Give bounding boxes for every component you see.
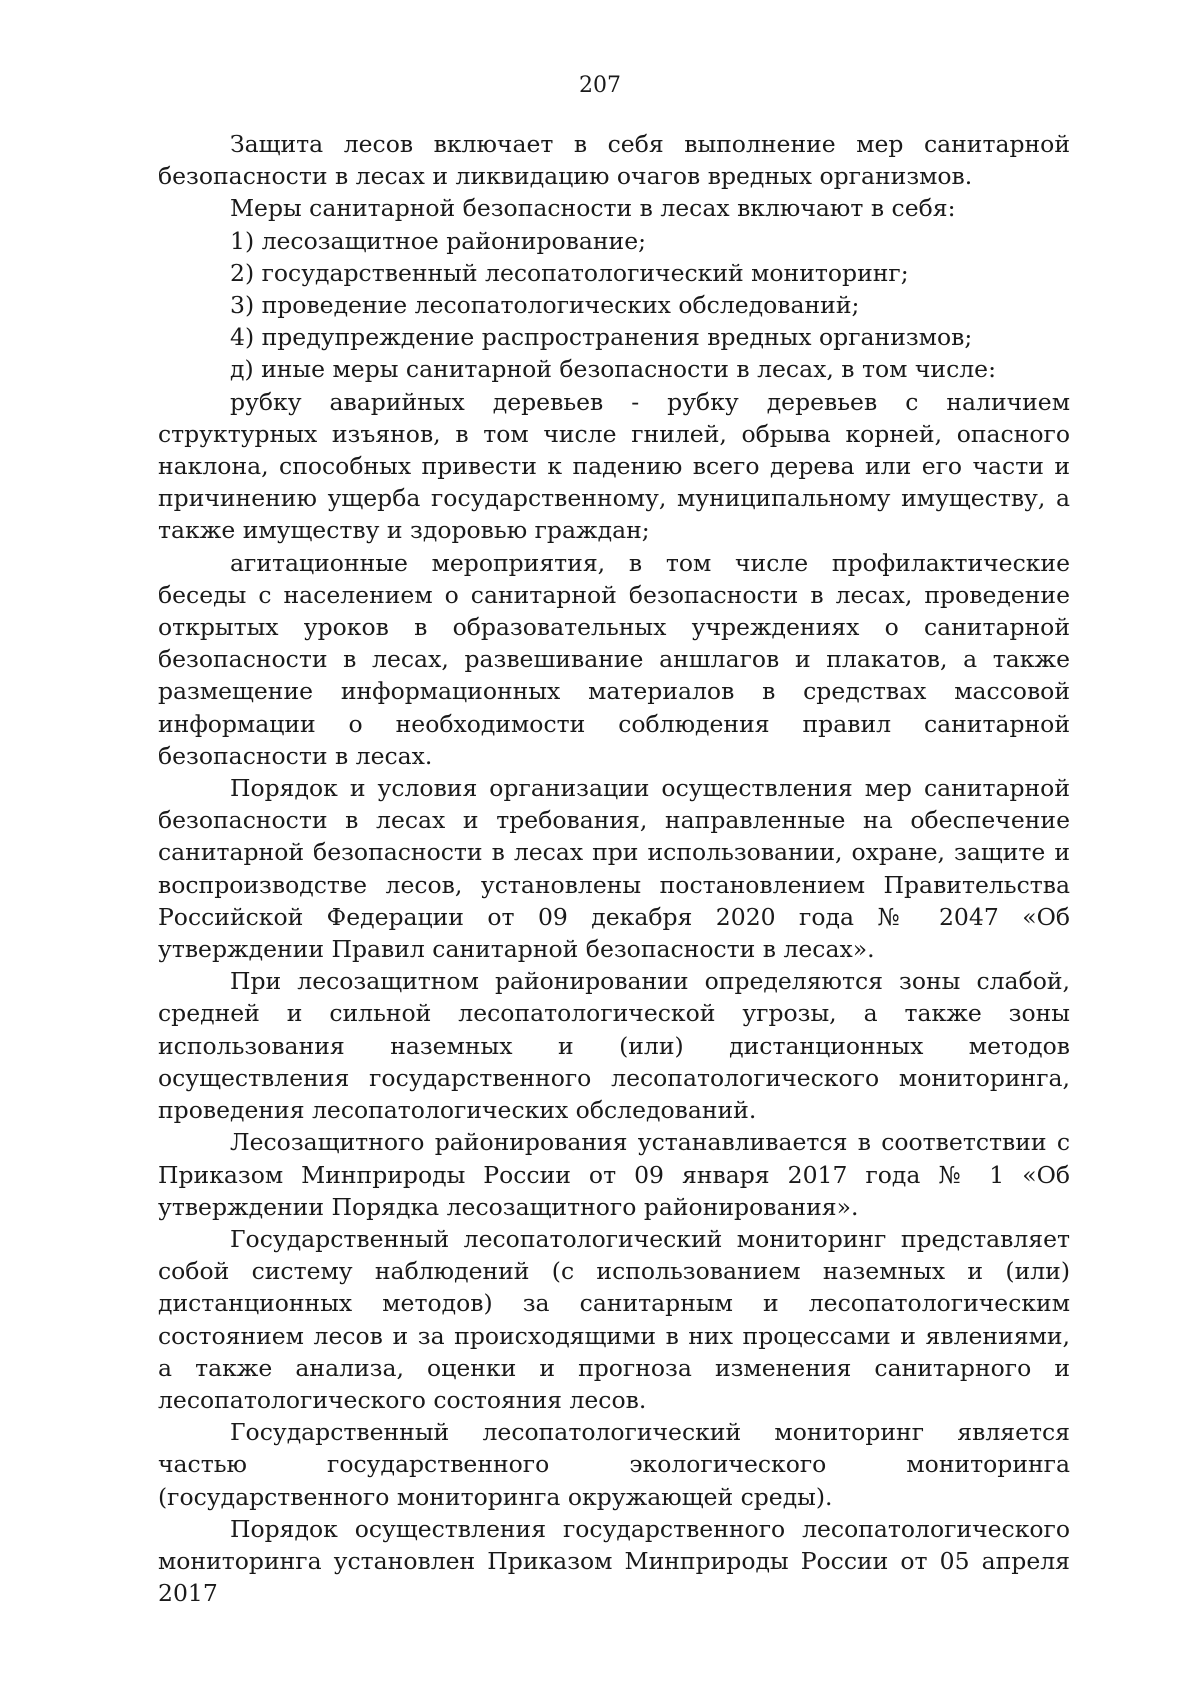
list-item-4: 4) предупреждение распространения вредных организмов; (230, 323, 973, 352)
document-body (158, 128, 1070, 1609)
paragraph-forest-protection: Защита лесов включает в себя выполнение мер санитарной безопасности в лесах и ликвидацию очагов вредных организмов. (158, 130, 1070, 191)
paragraph-monitoring-definition: Государственный лесопатологический мониторинг представляет собой систему наблюдений (с использованием наземных и (или) дистанционных методов) за санитарным и лесопатологическим состоянием лесов и за происходящими в них процессами и явлениями, а также анализа, оценки и прогноза изменения санитарного и лесопатологического состояния лесов. (158, 1224, 1070, 1414)
paragraph-sanitary-measures-intro: Меры санитарной безопасности в лесах включают в себя: (230, 194, 956, 223)
page-number: 207 (579, 73, 621, 98)
paragraph-emergency-felling: рубку аварийных деревьев - рубку деревьев с наличием структурных изъянов, в том числе гнилей, обрыва корней, опасного наклона, способных привести к падению всего дерева или его части и причинению ущерба государственному, муниципальному имуществу, а также имуществу и здоровью граждан; (158, 387, 1070, 545)
list-item-3: 3) проведение лесопатологических обследований; (230, 291, 860, 320)
list-item-2: 2) государственный лесопатологический мониторинг; (230, 258, 909, 287)
list-item-1: 1) лесозащитное районирование; (230, 226, 647, 255)
paragraph-monitoring-part-of: Государственный лесопатологический мониторинг является частью государственного экологического мониторинга (государственного мониторинга окружающей среды). (158, 1418, 1070, 1511)
list-item-5: д) иные меры санитарной безопасности в лесах, в том числе: (230, 355, 996, 384)
paragraph-monitoring-procedure: Порядок осуществления государственного лесопатологического мониторинга установлен Приказом Минприроды России от 05 апреля 2017 (158, 1514, 1070, 1608)
paragraph-zoning-threat-zones: При лесозащитном районировании определяются зоны слабой, средней и сильной лесопатологической угрозы, а также зоны использования наземных и (или) дистанционных методов осуществления государственного лесопатологического мониторинга, проведения лесопатологических обследований. (158, 967, 1070, 1125)
paragraph-awareness-activities: агитационные мероприятия, в том числе профилактические беседы с населением о санитарной безопасности в лесах, проведение открытых уроков в образовательных учреждениях о санитарной безопасности в лесах, развешивание аншлагов и плакатов, а также размещение информационных материалов в средствах массовой информации о необходимости соблюдения правил санитарной безопасности в лесах. (158, 548, 1070, 770)
paragraph-zoning-order: Лесозащитного районирования устанавливается в соответствии с Приказом Минприроды России от 09 января 2017 года № 1 «Об утверждении Порядка лесозащитного районирования». (158, 1128, 1070, 1221)
paragraph-procedure-conditions: Порядок и условия организации осуществления мер санитарной безопасности в лесах и требования, направленные на обеспечение санитарной безопасности в лесах при использовании, охране, защите и воспроизводстве лесов, установлены постановлением Правительства Российской Федерации от 09 декабря 2020 года № 2047 «Об утверждении Правил санитарной безопасности в лесах». (158, 774, 1070, 964)
